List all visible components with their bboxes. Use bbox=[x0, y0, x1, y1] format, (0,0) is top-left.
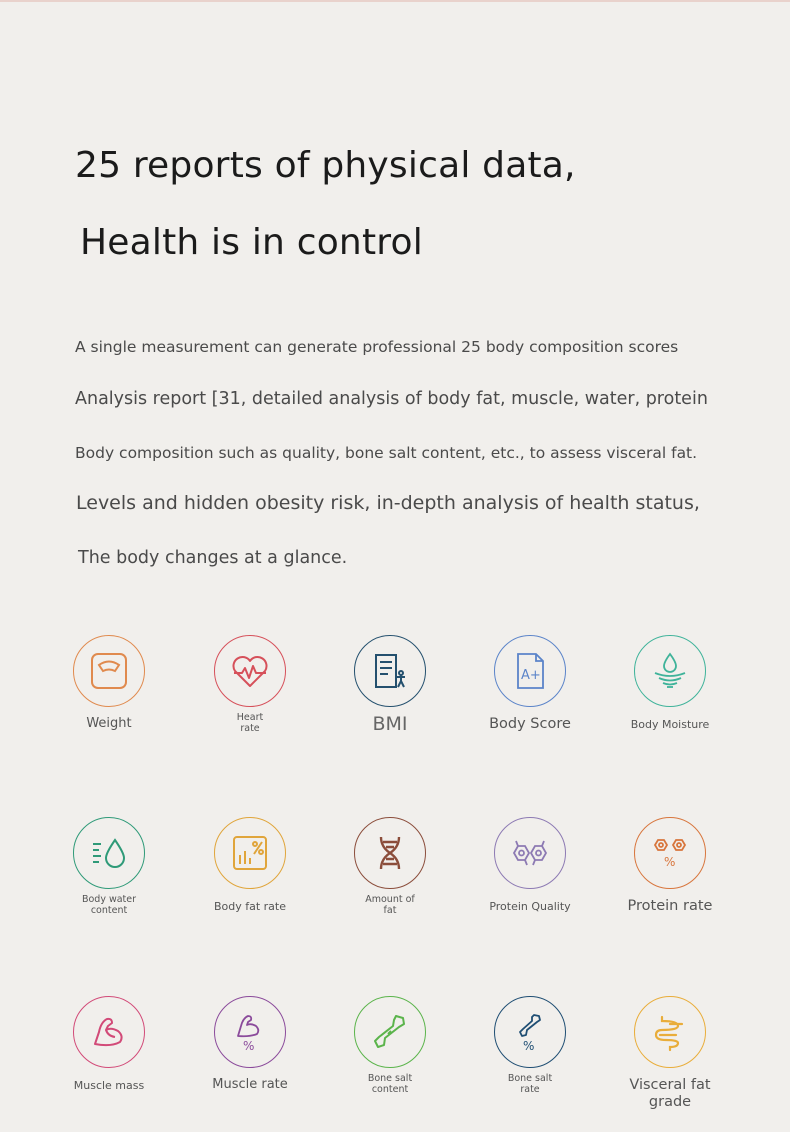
bone-percentage-icon bbox=[494, 996, 566, 1068]
metric-label: Body water content bbox=[81, 894, 137, 916]
metric-bmi bbox=[330, 635, 450, 736]
svg-text:A+: A+ bbox=[521, 668, 541, 683]
metric-label: Body Moisture bbox=[630, 718, 710, 731]
dna-icon bbox=[354, 817, 426, 889]
water-drop-lines-icon bbox=[73, 817, 145, 889]
fat-percentage-icon bbox=[214, 817, 286, 889]
metric-body-score bbox=[470, 635, 590, 733]
metric-label: Protein Quality bbox=[489, 900, 571, 913]
metric-muscle-rate bbox=[190, 996, 310, 1093]
molecule-percentage-icon bbox=[634, 817, 706, 889]
metric-bone-salt-rate bbox=[470, 996, 590, 1096]
bone-icon bbox=[354, 996, 426, 1068]
flexed-arm-percentage-icon bbox=[214, 996, 286, 1068]
metric-label: Visceral fat grade bbox=[629, 1077, 711, 1110]
water-drop-swirl-icon bbox=[634, 635, 706, 707]
svg-text:%: % bbox=[664, 855, 676, 869]
metric-label: Bone salt content bbox=[367, 1073, 413, 1095]
svg-text:%: % bbox=[243, 1039, 255, 1053]
description-line-1: A single measurement can generate professional 25 body composition scores bbox=[75, 338, 679, 356]
svg-text:%: % bbox=[523, 1039, 535, 1053]
metric-label: Amount of fat bbox=[365, 894, 415, 916]
metric-label: Muscle rate bbox=[212, 1077, 288, 1092]
metric-label: BMI bbox=[372, 713, 408, 735]
metric-protein-quality bbox=[470, 817, 590, 914]
score-document-icon bbox=[494, 635, 566, 707]
metric-visceral-fat-grade bbox=[610, 996, 730, 1110]
metric-label: Bone salt rate bbox=[507, 1073, 553, 1095]
metric-protein-rate bbox=[610, 817, 730, 915]
metric-label: Body fat rate bbox=[213, 900, 287, 913]
metric-label: Muscle mass bbox=[73, 1079, 145, 1092]
metric-body-water-content bbox=[49, 817, 169, 917]
description-line-3: Body composition such as quality, bone salt content, etc., to assess visceral fat. bbox=[75, 444, 698, 462]
molecule-icon bbox=[494, 817, 566, 889]
heartbeat-icon bbox=[214, 635, 286, 707]
metric-label: Protein rate bbox=[627, 898, 713, 914]
metric-body-fat-rate bbox=[190, 817, 310, 914]
metric-amount-of-fat bbox=[330, 817, 450, 917]
metric-muscle-mass bbox=[49, 996, 169, 1093]
headline-line-1: 25 reports of physical data, bbox=[75, 145, 576, 186]
description-line-2: Analysis report [31, detailed analysis of body fat, muscle, water, protein bbox=[75, 389, 708, 409]
metric-bone-salt-content bbox=[330, 996, 450, 1096]
flexed-arm-icon bbox=[73, 996, 145, 1068]
metric-heart-rate bbox=[190, 635, 310, 735]
description-line-5: The body changes at a glance. bbox=[78, 548, 348, 568]
intestine-icon bbox=[634, 996, 706, 1068]
bmi-report-icon bbox=[354, 635, 426, 707]
metric-label: Body Score bbox=[489, 716, 571, 732]
metric-label: Heart rate bbox=[236, 712, 264, 734]
headline-line-2: Health is in control bbox=[80, 222, 423, 263]
metric-weight bbox=[49, 635, 169, 732]
metric-label: Weight bbox=[86, 716, 132, 731]
metric-body-moisture bbox=[610, 635, 730, 732]
scale-icon bbox=[73, 635, 145, 707]
top-divider bbox=[0, 0, 790, 2]
description-line-4: Levels and hidden obesity risk, in-depth analysis of health status, bbox=[76, 492, 700, 514]
